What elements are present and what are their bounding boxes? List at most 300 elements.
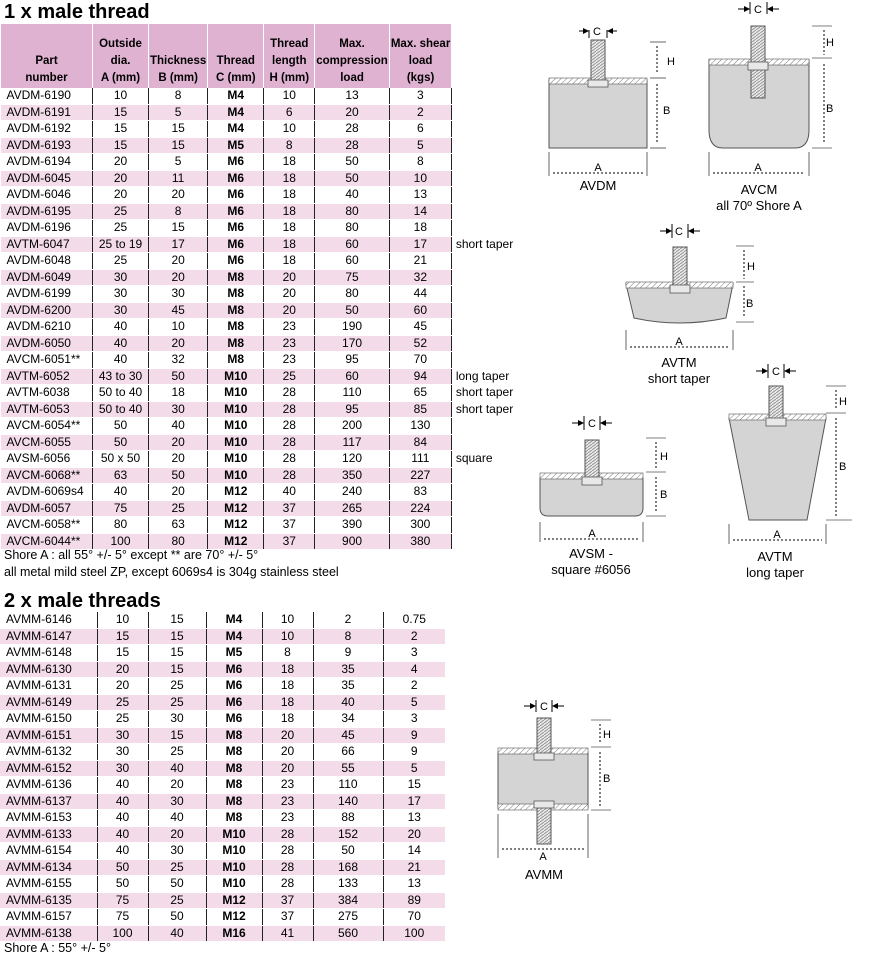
- part-number: AVDM-6195: [1, 203, 93, 220]
- table-cell: 50: [315, 170, 390, 187]
- row-note: short taper: [451, 385, 521, 402]
- table-cell: 40: [93, 319, 149, 336]
- table-cell: 88: [313, 810, 383, 827]
- row-note: [451, 335, 521, 352]
- table-cell: 30: [97, 727, 148, 744]
- table-cell: 20: [93, 170, 149, 187]
- table-cell: 28: [264, 418, 315, 435]
- table-row: [1, 236, 522, 253]
- part-number: AVDM-6200: [1, 302, 93, 319]
- table-cell: 3: [389, 88, 451, 104]
- table-cell: 63: [93, 467, 149, 484]
- avmm-dim-c: C: [540, 701, 548, 713]
- part-number: AVDM-6196: [1, 220, 93, 237]
- avdm-dim-h: H: [667, 56, 675, 68]
- thread-cell: M12: [208, 500, 264, 517]
- table-cell: 20: [93, 187, 149, 204]
- table-cell: 15: [148, 645, 206, 662]
- table-cell: 5: [383, 760, 445, 777]
- avsm-dim-c: C: [588, 418, 596, 430]
- table-cell: 40: [97, 810, 148, 827]
- table-cell: 8: [313, 628, 383, 645]
- table-cell: 70: [389, 352, 451, 369]
- table-cell: 35: [313, 661, 383, 678]
- table-cell: 300: [389, 517, 451, 534]
- part-number: AVMM-6132: [0, 744, 97, 761]
- table-cell: 20: [148, 777, 206, 794]
- table-cell: 40: [148, 810, 206, 827]
- part-number: AVDM-6193: [1, 137, 93, 154]
- table-cell: 23: [264, 352, 315, 369]
- table-cell: 152: [313, 826, 383, 843]
- thread-cell: M16: [206, 925, 262, 942]
- avtm-long-dim-a: A: [773, 529, 781, 541]
- table-row: [0, 777, 445, 794]
- table-cell: 120: [315, 451, 390, 468]
- table-cell: 15: [149, 121, 208, 138]
- avcm-diagram: [709, 2, 834, 176]
- table-cell: 11: [149, 170, 208, 187]
- table-cell: 84: [389, 434, 451, 451]
- row-note: [451, 170, 521, 187]
- table-cell: 80: [315, 203, 390, 220]
- row-note: short taper: [451, 401, 521, 418]
- table-cell: 75: [93, 500, 149, 517]
- avtm-short-dim-h: H: [747, 261, 755, 273]
- table-cell: 13: [315, 88, 390, 104]
- table-cell: 28: [264, 434, 315, 451]
- table-cell: 240: [315, 484, 390, 501]
- table-cell: 900: [315, 533, 390, 550]
- table-cell: 30: [148, 843, 206, 860]
- table-cell: 15: [93, 137, 149, 154]
- thread-cell: M12: [206, 909, 262, 926]
- thread-cell: M10: [208, 451, 264, 468]
- table-cell: 28: [315, 121, 390, 138]
- thread-cell: M10: [208, 418, 264, 435]
- thread-cell: M6: [208, 220, 264, 237]
- part-number: AVMM-6146: [0, 612, 97, 628]
- table-cell: 18: [262, 711, 313, 728]
- part-number: AVSM-6056: [1, 451, 93, 468]
- thread-cell: M4: [208, 121, 264, 138]
- table-cell: 52: [389, 335, 451, 352]
- avsm-dim-b: B: [660, 489, 668, 501]
- part-number: AVDM-6048: [1, 253, 93, 270]
- table-cell: 25: [148, 859, 206, 876]
- table-row: [0, 843, 445, 860]
- table-cell: 25: [93, 253, 149, 270]
- table-cell: 45: [149, 302, 208, 319]
- thread-cell: M6: [206, 711, 262, 728]
- table-cell: 30: [97, 760, 148, 777]
- thread-cell: M10: [208, 385, 264, 402]
- table-cell: 70: [383, 909, 445, 926]
- table-cell: 4: [383, 661, 445, 678]
- table-cell: 37: [262, 909, 313, 926]
- table-cell: 45: [313, 727, 383, 744]
- table-cell: 18: [264, 253, 315, 270]
- avtm-short-dim-a: A: [675, 336, 683, 348]
- row-note: [451, 533, 521, 550]
- diagrams-panel: [520, 0, 870, 600]
- avdm-dim-b: B: [663, 105, 671, 117]
- table-cell: 40: [97, 826, 148, 843]
- part-number: AVMM-6149: [0, 694, 97, 711]
- table-cell: 55: [313, 760, 383, 777]
- table-cell: 40: [93, 335, 149, 352]
- table-cell: 20: [262, 744, 313, 761]
- column-header: Outside dia. A (mm): [93, 24, 149, 88]
- table-cell: 50: [315, 154, 390, 171]
- table-row: [1, 253, 522, 270]
- thread-cell: M6: [208, 170, 264, 187]
- part-number: AVDM-6191: [1, 104, 93, 121]
- table-cell: 37: [264, 500, 315, 517]
- thread-cell: M10: [208, 434, 264, 451]
- table-cell: 30: [97, 744, 148, 761]
- avcm-dim-a: A: [754, 162, 762, 174]
- table-row: [1, 170, 522, 187]
- table-row: [1, 302, 522, 319]
- table-cell: 170: [315, 335, 390, 352]
- part-number: AVMM-6138: [0, 925, 97, 942]
- table-cell: 190: [315, 319, 390, 336]
- table-cell: 28: [264, 467, 315, 484]
- part-number: AVMM-6154: [0, 843, 97, 860]
- table-row: [1, 451, 522, 468]
- table-cell: 20: [264, 302, 315, 319]
- table-row: [0, 826, 445, 843]
- part-number: AVMM-6130: [0, 661, 97, 678]
- table-cell: 10: [93, 88, 149, 104]
- table-cell: 18: [262, 661, 313, 678]
- part-number: AVTM-6053: [1, 401, 93, 418]
- table-row: [1, 434, 522, 451]
- part-number: AVMM-6133: [0, 826, 97, 843]
- thread-cell: M8: [206, 793, 262, 810]
- table-cell: 80: [315, 286, 390, 303]
- row-note: [451, 88, 521, 104]
- table-cell: 8: [149, 88, 208, 104]
- table-cell: 9: [383, 744, 445, 761]
- table-cell: 30: [148, 711, 206, 728]
- part-number: AVCM-6044**: [1, 533, 93, 550]
- table-cell: 50: [149, 467, 208, 484]
- table-cell: 18: [264, 236, 315, 253]
- row-note: [451, 484, 521, 501]
- table-cell: 50: [313, 843, 383, 860]
- row-note: [451, 286, 521, 303]
- table-cell: 83: [389, 484, 451, 501]
- table-cell: 94: [389, 368, 451, 385]
- thread-cell: M8: [208, 302, 264, 319]
- row-note: [451, 154, 521, 171]
- table-cell: 20: [149, 451, 208, 468]
- part-number: AVDM-6069s4: [1, 484, 93, 501]
- table-cell: 8: [389, 154, 451, 171]
- part-number: AVMM-6150: [0, 711, 97, 728]
- thread-cell: M8: [206, 810, 262, 827]
- table-cell: 130: [389, 418, 451, 435]
- table-cell: 28: [264, 401, 315, 418]
- avtm-short-diagram: [626, 224, 755, 350]
- table-header-row: [1, 24, 522, 88]
- table-row: [1, 269, 522, 286]
- table-cell: 20: [262, 760, 313, 777]
- table-cell: 10: [262, 612, 313, 628]
- part-number: AVMM-6137: [0, 793, 97, 810]
- thread-cell: M10: [208, 368, 264, 385]
- avdm-dim-a: A: [594, 162, 602, 174]
- table-cell: 5: [383, 694, 445, 711]
- thread-cell: M8: [206, 777, 262, 794]
- table-cell: 40: [148, 925, 206, 942]
- table-cell: 8: [149, 203, 208, 220]
- table-row: [0, 628, 445, 645]
- table-row: [1, 385, 522, 402]
- column-header: Thickness B (mm): [149, 24, 208, 88]
- table-cell: 28: [262, 843, 313, 860]
- table-cell: 66: [313, 744, 383, 761]
- part-number: AVCM-6054**: [1, 418, 93, 435]
- table-cell: 168: [313, 859, 383, 876]
- table-cell: 30: [149, 286, 208, 303]
- table-cell: 37: [264, 533, 315, 550]
- row-note: [451, 121, 521, 138]
- row-note: [451, 220, 521, 237]
- table-cell: 2: [389, 104, 451, 121]
- table-row: [0, 678, 445, 695]
- table-cell: 18: [264, 187, 315, 204]
- part-number: AVMM-6151: [0, 727, 97, 744]
- table-cell: 9: [313, 645, 383, 662]
- avtm-short-dim-b: B: [746, 298, 754, 310]
- table-row: [1, 484, 522, 501]
- part-number: AVDM-6210: [1, 319, 93, 336]
- table-row: [0, 727, 445, 744]
- table-cell: 50: [93, 418, 149, 435]
- avcm-dim-b: B: [826, 103, 834, 115]
- part-number: AVDM-6050: [1, 335, 93, 352]
- thread-cell: M8: [208, 352, 264, 369]
- notes-header-blank: [451, 24, 521, 88]
- part-number: AVMM-6134: [0, 859, 97, 876]
- table-row: [0, 711, 445, 728]
- footnote-shore-2: Shore A : 55° +/- 5°: [4, 941, 111, 955]
- table-cell: 28: [264, 451, 315, 468]
- table-row: [1, 517, 522, 534]
- table-cell: 6: [389, 121, 451, 138]
- table-cell: 17: [389, 236, 451, 253]
- table-cell: 8: [264, 137, 315, 154]
- thread-cell: M4: [206, 612, 262, 628]
- row-note: [451, 203, 521, 220]
- table-row: [1, 335, 522, 352]
- thread-cell: M10: [206, 843, 262, 860]
- thread-cell: M8: [206, 760, 262, 777]
- double-thread-table: [0, 612, 445, 942]
- table-cell: 140: [313, 793, 383, 810]
- table-cell: 10: [262, 628, 313, 645]
- table-cell: 25: [264, 368, 315, 385]
- part-number: AVDM-6190: [1, 88, 93, 104]
- part-number: AVCM-6068**: [1, 467, 93, 484]
- table-cell: 3: [383, 711, 445, 728]
- table-cell: 6: [264, 104, 315, 121]
- table-cell: 25: [93, 220, 149, 237]
- table-cell: 80: [315, 220, 390, 237]
- row-note: short taper: [451, 236, 521, 253]
- table-cell: 275: [313, 909, 383, 926]
- table-cell: 41: [262, 925, 313, 942]
- table-cell: 20: [315, 104, 390, 121]
- thread-cell: M4: [208, 104, 264, 121]
- table-cell: 80: [149, 533, 208, 550]
- table-cell: 2: [313, 612, 383, 628]
- table-cell: 50: [148, 876, 206, 893]
- table-cell: 40: [315, 187, 390, 204]
- table-cell: 40: [148, 760, 206, 777]
- column-header: Part number: [1, 24, 93, 88]
- table-row: [0, 760, 445, 777]
- table-cell: 15: [148, 727, 206, 744]
- table-cell: 35: [313, 678, 383, 695]
- table-cell: 75: [315, 269, 390, 286]
- table-cell: 50: [97, 876, 148, 893]
- table-cell: 63: [149, 517, 208, 534]
- section1-title: 1 x male thread: [4, 1, 150, 23]
- table-cell: 50: [148, 909, 206, 926]
- table-row: [0, 612, 445, 628]
- table-cell: 2: [383, 628, 445, 645]
- table-cell: 18: [262, 694, 313, 711]
- table-cell: 25 to 19: [93, 236, 149, 253]
- table-row: [0, 810, 445, 827]
- thread-cell: M6: [206, 661, 262, 678]
- row-note: [451, 352, 521, 369]
- table-cell: 117: [315, 434, 390, 451]
- thread-cell: M6: [208, 154, 264, 171]
- thread-cell: M10: [208, 467, 264, 484]
- row-note: [451, 319, 521, 336]
- avsm-diagram: [540, 416, 668, 542]
- thread-cell: M4: [206, 628, 262, 645]
- table-cell: 75: [97, 909, 148, 926]
- table-cell: 18: [264, 203, 315, 220]
- table-cell: 133: [313, 876, 383, 893]
- part-number: AVDM-6049: [1, 269, 93, 286]
- table-row: [1, 203, 522, 220]
- table-cell: 20: [149, 187, 208, 204]
- table-cell: 25: [97, 694, 148, 711]
- table-cell: 20: [149, 335, 208, 352]
- table-cell: 30: [93, 302, 149, 319]
- avsm-dim-a: A: [588, 528, 596, 540]
- row-note: [451, 302, 521, 319]
- avdm-diagram: [549, 26, 675, 176]
- table-cell: 0.75: [383, 612, 445, 628]
- thread-cell: M10: [206, 826, 262, 843]
- thread-cell: M6: [208, 236, 264, 253]
- table-row: [1, 467, 522, 484]
- table-row: [1, 401, 522, 418]
- avtm-long-dim-h: H: [839, 396, 847, 408]
- table-cell: 20: [93, 154, 149, 171]
- part-number: AVMM-6131: [0, 678, 97, 695]
- table-cell: 390: [315, 517, 390, 534]
- table-cell: 20: [97, 661, 148, 678]
- table-cell: 34: [313, 711, 383, 728]
- table-cell: 5: [149, 104, 208, 121]
- table-cell: 95: [315, 401, 390, 418]
- table-cell: 30: [93, 269, 149, 286]
- table-row: [1, 418, 522, 435]
- table-row: [0, 694, 445, 711]
- table-row: [0, 909, 445, 926]
- table-cell: 25: [149, 500, 208, 517]
- table-cell: 50: [149, 368, 208, 385]
- table-row: [0, 876, 445, 893]
- table-cell: 15: [148, 612, 206, 628]
- table-cell: 380: [389, 533, 451, 550]
- table-cell: 25: [148, 678, 206, 695]
- thread-cell: M5: [206, 645, 262, 662]
- table-cell: 28: [264, 385, 315, 402]
- column-header: Thread length H (mm): [264, 24, 315, 88]
- thread-cell: M10: [206, 876, 262, 893]
- row-note: [451, 517, 521, 534]
- avmm-dim-h: H: [603, 729, 611, 741]
- table-cell: 100: [97, 925, 148, 942]
- thread-cell: M8: [208, 286, 264, 303]
- avsm-dim-h: H: [660, 451, 668, 463]
- table-cell: 10: [389, 170, 451, 187]
- table-cell: 227: [389, 467, 451, 484]
- table-cell: 50 to 40: [93, 401, 149, 418]
- table-row: [0, 645, 445, 662]
- table-cell: 21: [389, 253, 451, 270]
- table-cell: 65: [389, 385, 451, 402]
- table-cell: 15: [93, 121, 149, 138]
- avcm-dim-c: C: [754, 4, 762, 16]
- row-note: [451, 467, 521, 484]
- table-cell: 20: [149, 253, 208, 270]
- avdm-dim-c: C: [593, 26, 601, 38]
- table-cell: 18: [149, 385, 208, 402]
- table-cell: 20: [383, 826, 445, 843]
- table-cell: 37: [264, 517, 315, 534]
- part-number: AVMM-6157: [0, 909, 97, 926]
- avtm-short-dim-c: C: [675, 226, 683, 238]
- table-cell: 18: [262, 678, 313, 695]
- column-header: Max. shear load (kgs): [389, 24, 451, 88]
- table-row: [1, 88, 522, 104]
- table-cell: 110: [315, 385, 390, 402]
- table-cell: 20: [148, 826, 206, 843]
- table-row: [1, 121, 522, 138]
- table-cell: 37: [262, 892, 313, 909]
- table-cell: 50 x 50: [93, 451, 149, 468]
- footnote-metal: all metal mild steel ZP, except 6069s4 is 304g stainless steel: [4, 565, 339, 579]
- table-cell: 50: [93, 434, 149, 451]
- avmm-dim-a: A: [539, 851, 547, 863]
- table-row: [1, 154, 522, 171]
- part-number: AVMM-6136: [0, 777, 97, 794]
- table-cell: 350: [315, 467, 390, 484]
- avsm-caption: AVSM - square #6056: [551, 546, 631, 577]
- table-cell: 14: [383, 843, 445, 860]
